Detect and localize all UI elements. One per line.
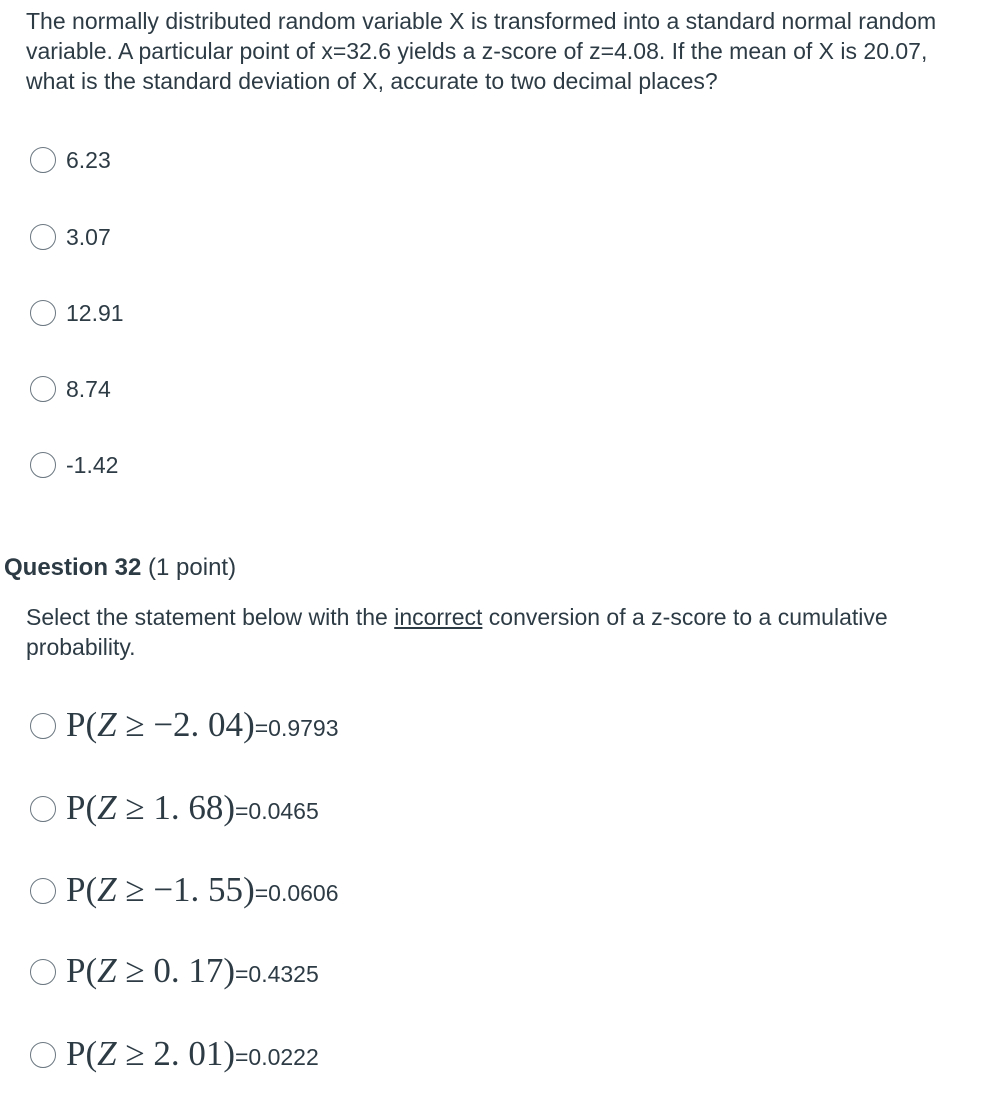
answer-math[interactable] (66, 868, 339, 915)
question-number: Question 32 (4, 554, 142, 581)
question-text-emphasis: incorrect (394, 604, 483, 630)
math-suffix: ) (223, 1033, 235, 1073)
answer-option-2[interactable] (30, 787, 319, 831)
probability-value: =0.0222 (234, 1043, 319, 1070)
math-variable: Z (97, 950, 117, 990)
math-suffix: ) (223, 787, 235, 827)
radio-button[interactable] (30, 959, 56, 985)
answer-option-3[interactable] (30, 869, 339, 913)
radio-button[interactable] (30, 300, 56, 326)
answer-option-5[interactable] (30, 447, 118, 483)
radio-button[interactable] (30, 452, 56, 478)
math-variable: Z (97, 787, 117, 827)
math-value: 0. 17 (153, 950, 224, 990)
question-heading (4, 552, 236, 584)
question-text-part: conversion of a z-score to a cumulative probability. (26, 604, 888, 660)
math-variable: Z (97, 704, 117, 744)
answer-option-2[interactable] (30, 219, 111, 255)
math-relation: ≥ (116, 1033, 154, 1073)
answer-label[interactable]: 12.91 (66, 300, 124, 326)
math-prefix: P( (66, 869, 98, 909)
radio-button[interactable] (30, 376, 56, 402)
math-prefix: P( (66, 1033, 98, 1073)
math-relation: ≥ (116, 704, 154, 744)
radio-button[interactable] (30, 796, 56, 822)
question-points: (1 point) (141, 554, 237, 581)
probability-value: =0.4325 (234, 960, 319, 987)
radio-button[interactable] (30, 878, 56, 904)
radio-button[interactable] (30, 224, 56, 250)
math-suffix: ) (223, 950, 235, 990)
answer-option-1[interactable] (30, 704, 339, 748)
answer-math[interactable] (66, 1032, 319, 1079)
radio-button[interactable] (30, 713, 56, 739)
math-relation: ≥ (116, 787, 154, 827)
answer-label[interactable]: 8.74 (66, 376, 111, 402)
math-suffix: ) (243, 704, 255, 744)
answer-math[interactable] (66, 786, 319, 833)
probability-value: =0.0465 (234, 797, 319, 824)
math-variable: Z (97, 1033, 117, 1073)
math-value: 2. 01 (153, 1033, 224, 1073)
radio-button[interactable] (30, 147, 56, 173)
math-relation: ≥ (116, 869, 154, 909)
answer-label[interactable]: 3.07 (66, 224, 111, 250)
answer-math[interactable] (66, 703, 339, 750)
math-value: −1. 55 (153, 869, 244, 909)
answer-label[interactable]: -1.42 (66, 452, 119, 478)
math-suffix: ) (243, 869, 255, 909)
math-relation: ≥ (116, 950, 154, 990)
answer-option-1[interactable] (30, 142, 111, 178)
math-value: −2. 04 (153, 704, 244, 744)
radio-button[interactable] (30, 1042, 56, 1068)
math-prefix: P( (66, 950, 98, 990)
question-text: The normally distributed random variable X is transformed into a standard normal random variable. A particular point of x=32.6 yields a z-score of z=4.08. If the mean of X is 20.07, what is the standard deviation of X, accurate to two decimal places? (26, 8, 937, 94)
answer-option-4[interactable] (30, 950, 319, 994)
probability-value: =0.0606 (254, 879, 339, 906)
math-prefix: P( (66, 787, 98, 827)
math-prefix: P( (66, 704, 98, 744)
question-text-part: Select the statement below with the (26, 604, 395, 630)
answer-option-3[interactable] (30, 295, 124, 331)
math-variable: Z (97, 869, 117, 909)
answer-option-5[interactable] (30, 1033, 319, 1077)
question-text (26, 602, 926, 662)
probability-value: =0.9793 (254, 714, 339, 741)
math-value: 1. 68 (153, 787, 224, 827)
answer-option-4[interactable] (30, 371, 111, 407)
answer-math[interactable] (66, 949, 319, 996)
answer-label[interactable]: 6.23 (66, 147, 111, 173)
